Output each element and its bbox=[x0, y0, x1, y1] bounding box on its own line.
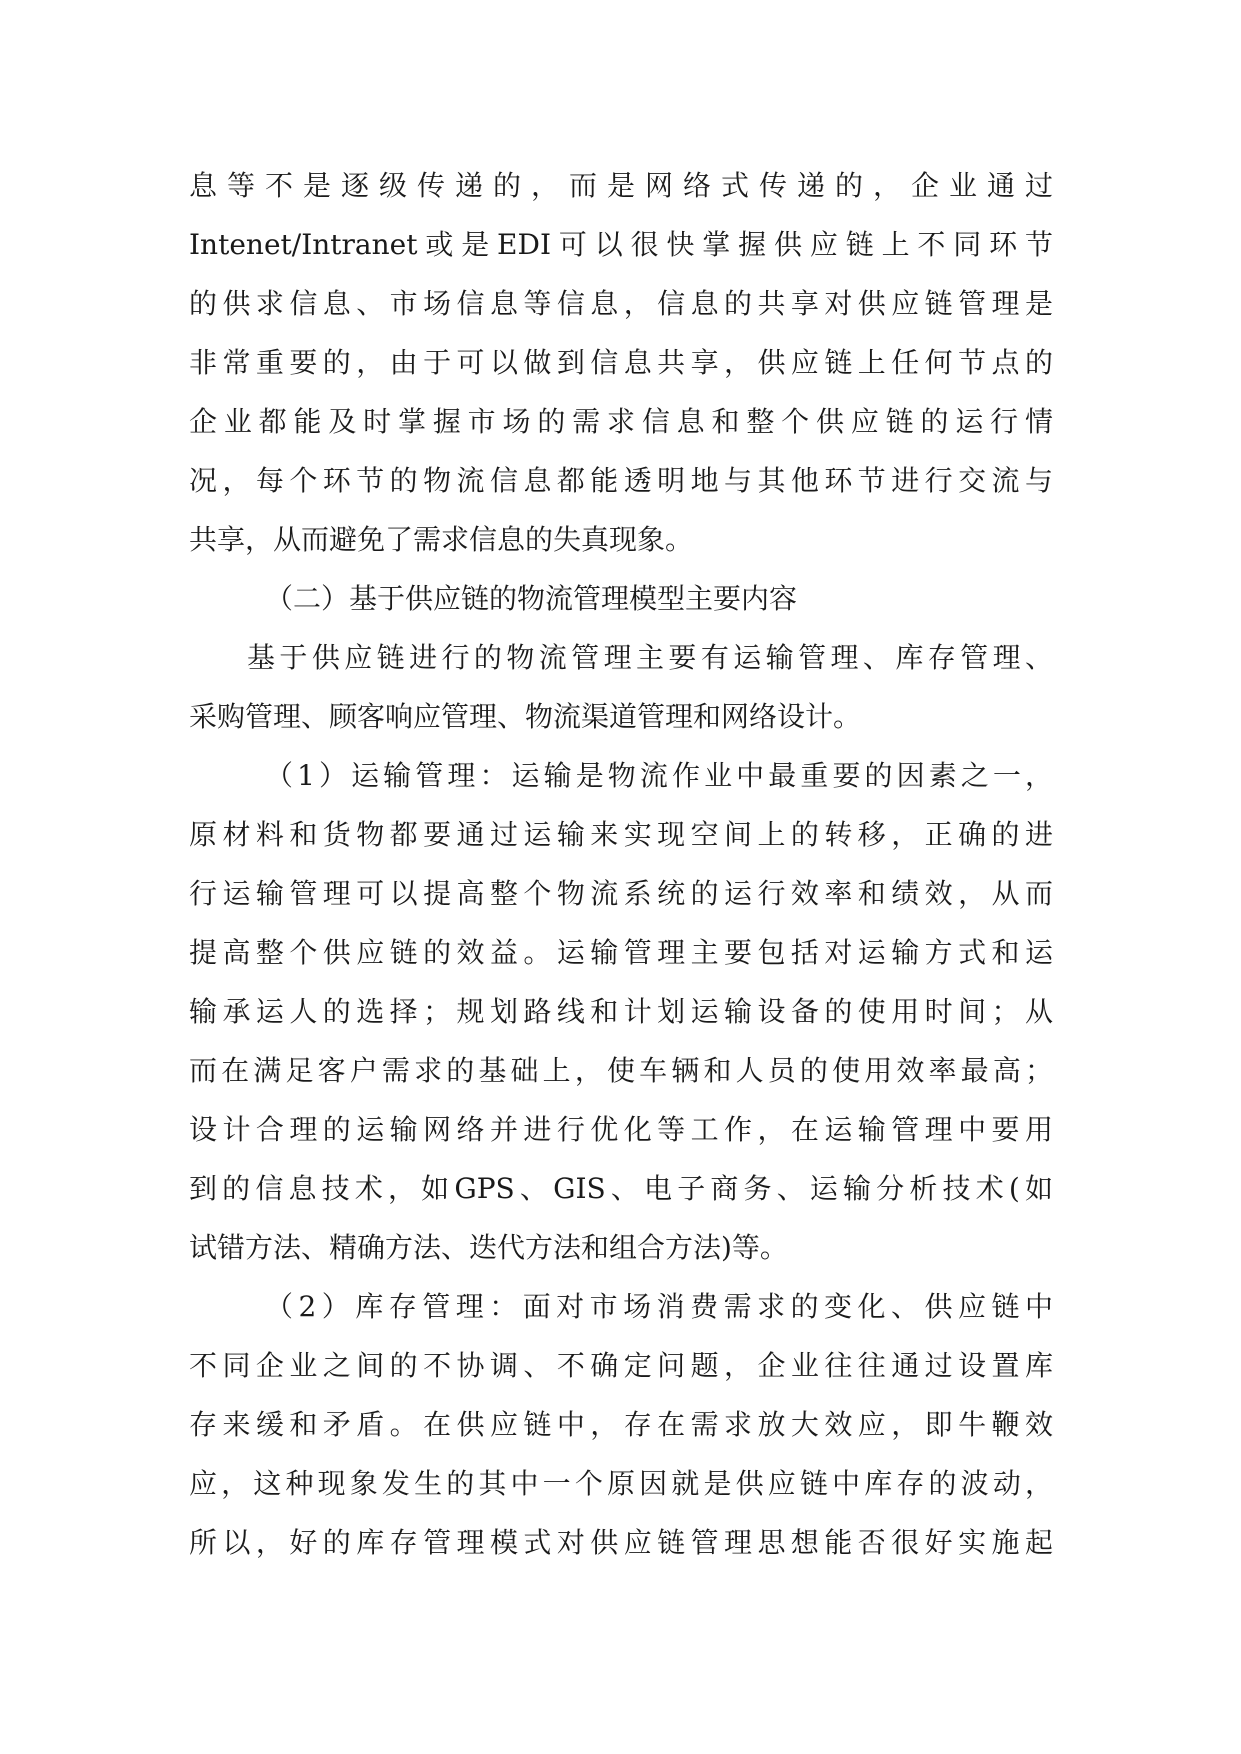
text-line: （1）运输管理：运输是物流作业中最重要的因素之一， bbox=[265, 759, 1053, 792]
text-line: 采购管理、顾客响应管理、物流渠道管理和网络设计。 bbox=[189, 700, 862, 733]
text-line: 基于供应链进行的物流管理主要有运输管理、库存管理、 bbox=[247, 641, 1053, 674]
text-line: 的供求信息、市场信息等信息，信息的共享对供应链管理是 bbox=[189, 287, 1053, 320]
text-line: Intenet/Intranet或是EDI可以很快掌握供应链上不同环节 bbox=[189, 228, 1053, 261]
text-line: 行运输管理可以提高整个物流系统的运行效率和绩效，从而 bbox=[189, 877, 1053, 910]
text-line: 而在满足客户需求的基础上，使车辆和人员的使用效率最高； bbox=[189, 1054, 1053, 1087]
text-line: 输承运人的选择；规划路线和计划运输设备的使用时间；从 bbox=[189, 995, 1053, 1028]
text-line: 到的信息技术，如GPS、GIS、电子商务、运输分析技术(如 bbox=[189, 1172, 1053, 1205]
text-line: （2）库存管理：面对市场消费需求的变化、供应链中 bbox=[265, 1290, 1053, 1323]
text-line: 原材料和货物都要通过运输来实现空间上的转移，正确的进 bbox=[189, 818, 1053, 851]
text-line: 试错方法、精确方法、迭代方法和组合方法)等。 bbox=[189, 1231, 788, 1264]
text-line: 存来缓和矛盾。在供应链中，存在需求放大效应，即牛鞭效 bbox=[189, 1408, 1053, 1441]
text-line: 况，每个环节的物流信息都能透明地与其他环节进行交流与 bbox=[189, 464, 1053, 497]
text-line: 所以，好的库存管理模式对供应链管理思想能否很好实施起 bbox=[189, 1526, 1053, 1559]
text-line: 提高整个供应链的效益。运输管理主要包括对运输方式和运 bbox=[189, 936, 1053, 969]
text-line: 企业都能及时掌握市场的需求信息和整个供应链的运行情 bbox=[189, 405, 1053, 438]
section-heading: （二）基于供应链的物流管理模型主要内容 bbox=[265, 582, 798, 615]
text-line: 应，这种现象发生的其中一个原因就是供应链中库存的波动， bbox=[189, 1467, 1053, 1500]
text-line: 非常重要的，由于可以做到信息共享，供应链上任何节点的 bbox=[189, 346, 1053, 379]
text-line: 息等不是逐级传递的，而是网络式传递的，企业通过 bbox=[189, 169, 1053, 202]
text-line: 设计合理的运输网络并进行优化等工作，在运输管理中要用 bbox=[189, 1113, 1053, 1146]
text-line: 不同企业之间的不协调、不确定问题，企业往往通过设置库 bbox=[189, 1349, 1053, 1382]
body-text bbox=[189, 156, 1053, 1572]
text-line: 共享，从而避免了需求信息的失真现象。 bbox=[189, 523, 694, 556]
